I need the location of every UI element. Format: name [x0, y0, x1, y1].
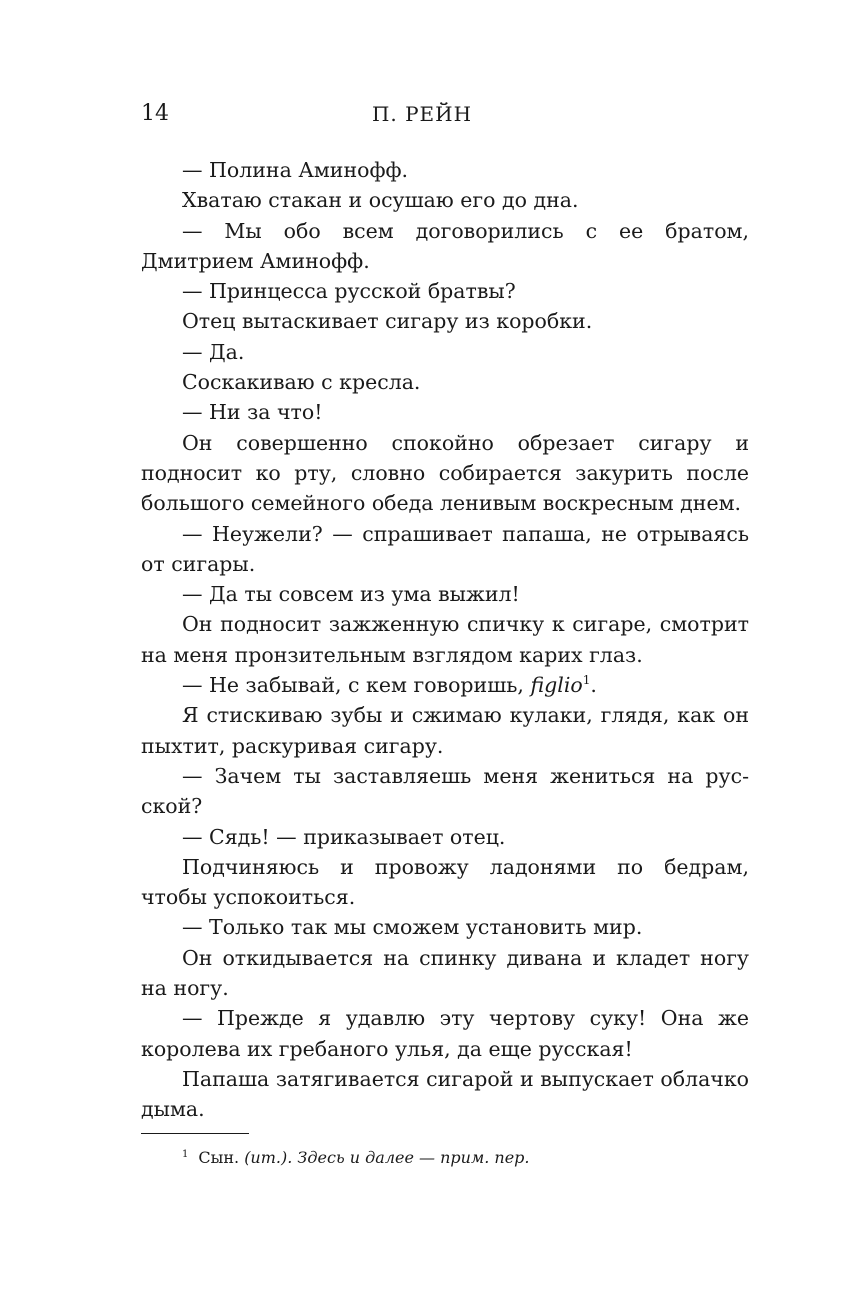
running-head: П. РЕЙН: [371, 102, 473, 126]
paragraph: Отец вытаскивает сигару из коробки.: [182, 309, 593, 334]
paragraph: Он подносит зажженную спичку к сигаре, смотрит на меня пронзительным взглядом карих глаз.: [141, 612, 749, 667]
paragraph: — Сядь! — приказывает отец.: [182, 824, 506, 849]
paragraph: Он совершенно спокойно обрезает сигару и подносит ко рту, словно собирается закурить после большого семейного обеда ленивым воскресным днем.: [141, 430, 749, 516]
paragraph: — Только так мы сможем установить мир.: [182, 915, 643, 940]
paragraph: — Ни за что!: [182, 400, 323, 425]
paragraph: — Прежде я удавлю эту чертову суку! Она же королева их гребаного улья, да еще русская!: [141, 1006, 749, 1061]
paragraph-with-footnote-ref: [141, 670, 749, 700]
paragraph-text: — Не забывай, с кем говоришь,: [182, 673, 531, 698]
paragraph: Соскакиваю с кресла.: [182, 370, 421, 395]
body-text: [141, 155, 749, 1125]
footnote-text: Сын.: [198, 1148, 245, 1167]
paragraph-text: .: [590, 673, 597, 698]
footnote-reference[interactable]: 1: [582, 673, 591, 688]
paragraph: — Неужели? — спрашивает папаша, не отрываясь от сигары.: [141, 521, 749, 576]
footnote-rule: [141, 1133, 249, 1134]
paragraph: — Да ты совсем из ума выжил!: [182, 582, 520, 607]
footnote-italic-text: (ит.). Здесь и далее — прим. пер.: [244, 1148, 530, 1167]
paragraph: Папаша затягивается сигарой и выпускает облачко дыма.: [141, 1066, 749, 1122]
paragraph: — Полина Аминофф.: [182, 158, 409, 182]
paragraph: Я стискиваю зубы и сжимаю кулаки, глядя, как он пыхтит, раскуривая сигару.: [141, 703, 749, 758]
page-number: 14: [141, 101, 169, 126]
footnote-number: 1: [182, 1149, 189, 1160]
italic-word: figlio: [530, 673, 583, 698]
paragraph: — Мы обо всем договорились с ее братом, Дмитрием Аминофф.: [141, 218, 749, 273]
paragraph: Он откидывается на спинку дивана и кладет ногу на ногу.: [141, 945, 749, 1001]
paragraph: — Да.: [182, 339, 245, 364]
paragraph: — Принцесса русской братвы?: [182, 279, 516, 304]
footnote: [182, 1146, 742, 1170]
paragraph: Подчиняюсь и провожу ладонями по бедрам, чтобы успокоиться.: [141, 854, 749, 910]
paragraph: Хватаю стакан и осушаю его до дна.: [182, 188, 579, 213]
paragraph: — Зачем ты заставляешь меня жениться на русской?: [141, 763, 749, 819]
